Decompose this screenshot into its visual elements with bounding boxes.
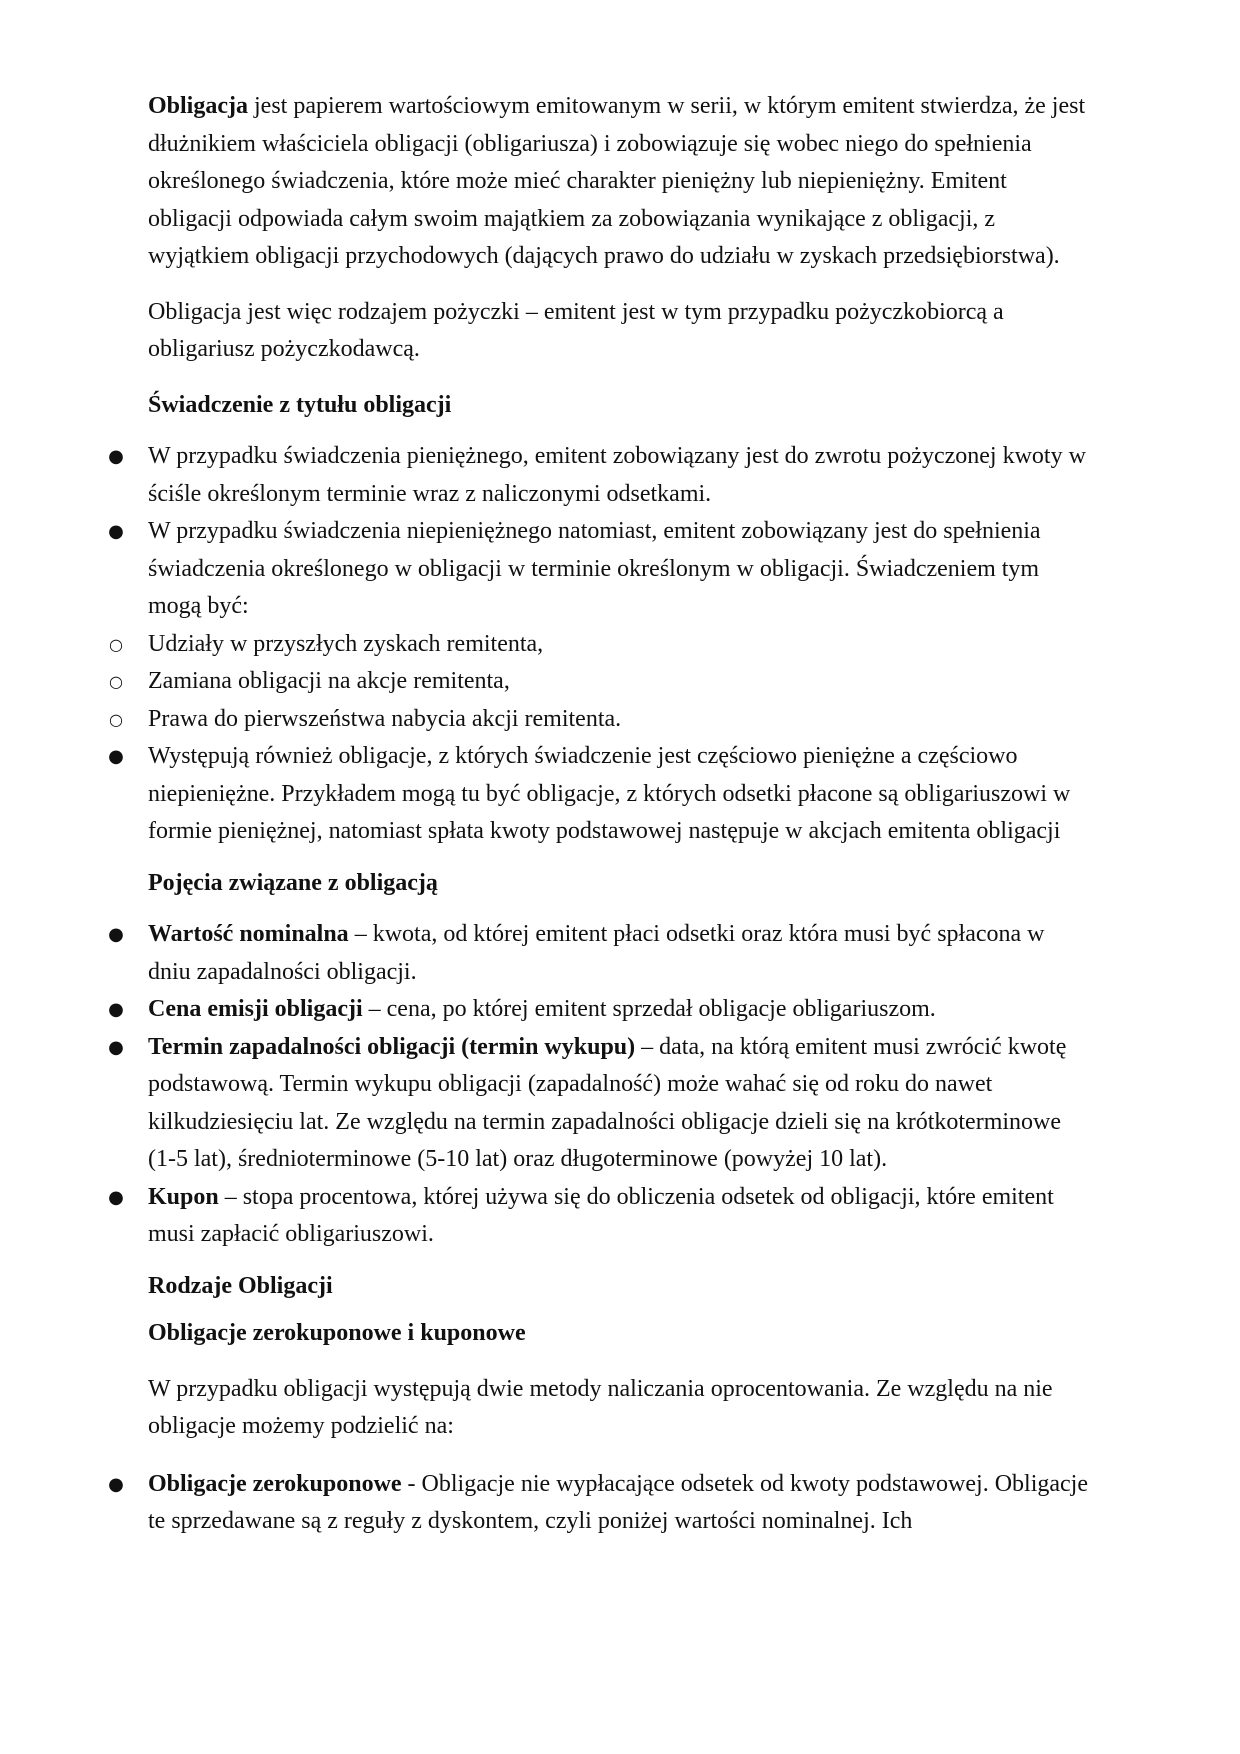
section-heading-rodzaje: Rodzaje Obligacji [148,1272,333,1299]
methods-paragraph: W przypadku obligacji występują dwie metody naliczania oprocentowania. Ze względu na nie obligacje możemy podzielić na: [148,1375,1053,1439]
bullet-icon: ● [108,746,124,767]
sub-list-item: ○ Udziały w przyszłych zyskach remitenta, [148,626,1090,664]
section-heading-pojecia: Pojęcia związane z obligacją [148,869,438,896]
subheading-zerokuponowe: Obligacje zerokuponowe i kuponowe [148,1320,526,1346]
list-item: ● W przypadku świadczenia pieniężnego, emitent zobowiązany jest do zwrotu pożyczonej kwoty w ściśle określonym terminie wraz z naliczonymi odsetkami. [148,438,1090,513]
intro-text: jest papierem wartościowym emitowanym w serii, w którym emitent stwierdza, że jest dłużnikiem właściciela obligacji (obligariusza) i zobowiązuje się wobec niego do spełnienia określonego świadczenia, które może mieć charakter pieniężny lub niepieniężny. Emitent obligacji odpowiada całym swoim majątkiem za zobowiązania wynikające z obligacji, z wyjątkiem obligacji przychodowych (dających prawo do udziału w zyskach przedsiębiorstwa). [148,93,1086,269]
loan-paragraph: Obligacja jest więc rodzajem pożyczki – emitent jest w tym przypadku pożyczkobiorcą a obligariusz pożyczkodawcą. [148,298,1004,362]
list-item: ● Cena emisji obligacji – cena, po której emitent sprzedał obligacje obligariuszom. [148,991,1090,1029]
list-item: ● Występują również obligacje, z których świadczenie jest częściowo pieniężne a częściowo niepieniężne. Przykładem mogą tu być obligacje, z których odsetki płacone są obligariuszowi w formie pieniężnej, natomiast spłata kwoty podstawowej następuje w akcjach emitenta obligacji [148,738,1090,851]
bullet-icon: ● [108,446,124,467]
bullet-icon: ● [108,1036,124,1058]
list-item: ● Wartość nominalna – kwota, od której emitent płaci odsetki oraz która musi być spłacona w dniu zapadalności obligacji. [148,916,1090,991]
sub-list-item: ○ Prawa do pierwszeństwa nabycia akcji remitenta. [148,701,1090,739]
types-list [108,1466,1090,1541]
terms-list [108,916,1090,1254]
bullet-icon: ● [108,999,124,1020]
list-item: ● W przypadku świadczenia niepieniężnego natomiast, emitent zobowiązany jest do spełnienia świadczenia określonego w obligacji w terminie określonym w obligacji. Świadczeniem tym mogą być: [148,513,1090,626]
benefit-list [108,438,1090,851]
bullet-icon: ● [108,521,124,542]
list-item: ● Kupon – stopa procentowa, której używa się do obliczenia odsetek od obligacji, które emitent musi zapłacić obligariuszowi. [148,1179,1090,1254]
list-item: ● Obligacje zerokuponowe - Obligacje nie wypłacające odsetek od kwoty podstawowej. Obligacje te sprzedawane są z reguły z dyskontem, czyli poniżej wartości nominalnej. Ich [148,1466,1090,1541]
circle-bullet-icon: ○ [109,634,123,654]
intro-paragraph [148,88,1090,276]
section-heading-swiadczenie: Świadczenie z tytułu obligacji [148,391,452,418]
bullet-icon: ● [108,1473,124,1495]
bullet-icon: ● [108,924,124,945]
sub-list-item: ○ Zamiana obligacji na akcje remitenta, [148,663,1090,701]
intro-term: Obligacja [148,93,248,119]
list-item: ● Termin zapadalności obligacji (termin wykupu) – data, na którą emitent musi zwrócić kwotę podstawową. Termin wykupu obligacji (zapadalność) może wahać się od roku do nawet kilkudziesięciu lat. Ze względu na termin zapadalności obligacje dzieli się na krótkoterminowe (1-5 lat), średnioterminowe (5-10 lat) oraz długoterminowe (powyżej 10 lat). [148,1029,1090,1179]
bullet-icon: ● [108,1186,124,1208]
circle-bullet-icon: ○ [109,672,123,691]
circle-bullet-icon: ○ [109,709,123,729]
